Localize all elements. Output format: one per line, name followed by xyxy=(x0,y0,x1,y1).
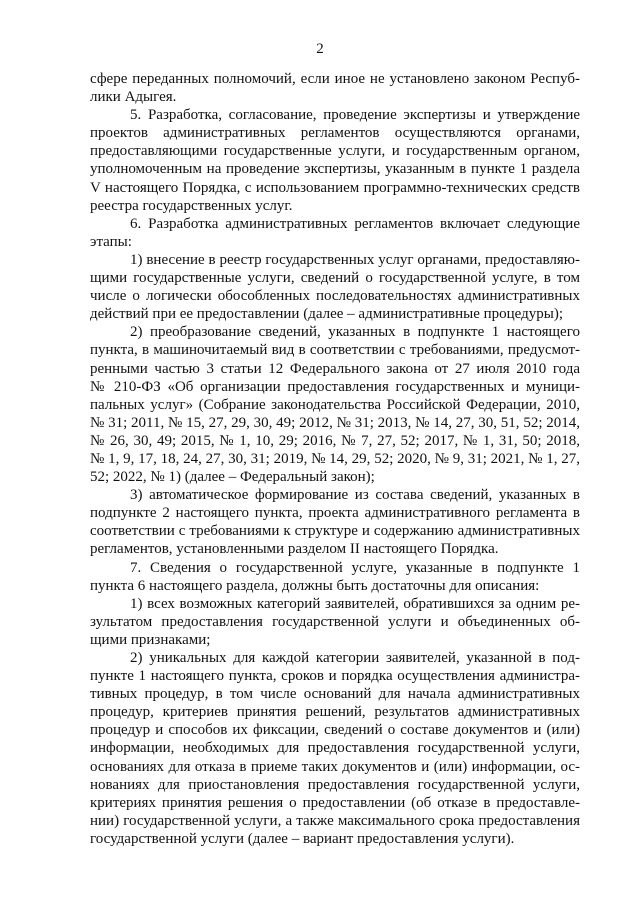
text-line: 6. Разработка административных регламентов включает следующие xyxy=(130,215,580,232)
text-line: основаниях для отказа в приеме таких документов и (или) информации, ос- xyxy=(90,758,580,775)
text-line: критериях принятия решения о предоставлении (об отказе в предоставле- xyxy=(90,794,580,811)
text-line: лики Адыгея. xyxy=(90,89,177,106)
text-line: уполномоченным на проведение экспертизы, указанным в пункте 1 раздела xyxy=(90,161,580,178)
text-line: щими государственные услуги, сведений о государственной услуге, в том xyxy=(90,270,580,287)
text-line: 1) всех возможных категорий заявителей, обратившихся за одним ре- xyxy=(130,595,580,612)
text-line: 7. Сведения о государственной услуге, указанные в подпункте 1 xyxy=(130,559,580,576)
document-body xyxy=(90,70,580,848)
text-line: зультатом предоставления государственной услуги и объединенных об- xyxy=(90,613,580,630)
text-line: сфере переданных полномочий, если иное не установлено законом Респуб- xyxy=(90,71,580,87)
text-line: проектов административных регламентов осуществляются органами, xyxy=(90,125,580,142)
text-line: пункта 6 настоящего раздела, должны быть достаточны для описания: xyxy=(90,577,540,594)
text-line: подпункте 2 настоящего пункта, проекта административного регламента в xyxy=(90,505,580,522)
text-line: соответствии с требованиями к структуре и содержанию административных xyxy=(90,523,580,540)
text-line: нованиях для приостановления предоставления государственной услуги, xyxy=(90,776,580,793)
text-line: 1) внесение в реестр государственных услуг органами, предоставляю- xyxy=(130,251,580,268)
text-line: этапы: xyxy=(90,233,132,250)
text-line: числе о логически обособленных последовательностях административных xyxy=(90,288,580,305)
text-line: регламентов, установленными разделом II настоящего Порядка. xyxy=(90,541,499,558)
text-line: 2) преобразование сведений, указанных в подпункте 1 настоящего xyxy=(130,324,580,341)
text-line: процедур, критериев принятия решений, результатов административных xyxy=(90,704,580,721)
text-line: информации, необходимых для предоставления государственной услуги, xyxy=(90,740,580,757)
text-line: № 210-ФЗ «Об организации предоставления государственных и муници- xyxy=(90,378,580,395)
text-line: 52; 2022, № 1) (далее – Федеральный закон); xyxy=(90,469,375,486)
text-line: нии) государственной услуги, а также максимального срока предоставления xyxy=(90,812,580,829)
text-line: ренными частью 3 статьи 12 Федерального закона от 27 июля 2010 года xyxy=(90,360,580,377)
text-line: тивных процедур, в том числе оснований для начала административных xyxy=(90,686,580,703)
text-line: 3) автоматическое формирование из состава сведений, указанных в xyxy=(130,487,580,504)
text-line: щими признаками; xyxy=(90,631,211,648)
text-line: № 26, 30, 49; 2015, № 1, 10, 29; 2016, № 7, 27, 52; 2017, № 1, 31, 50; 2018, xyxy=(90,432,580,449)
text-line: предоставляющими государственные услуги, и государственным органом, xyxy=(90,143,580,160)
text-line: реестра государственных услуг. xyxy=(90,197,293,214)
text-line: 2) уникальных для каждой категории заявителей, указанной в под- xyxy=(130,650,580,666)
text-line: № 31; 2011, № 15, 27, 29, 30, 49; 2012, № 31; 2013, № 14, 27, 30, 51, 52; 2014, xyxy=(90,414,580,431)
text-line: пальных услуг» (Собрание законодательства Российской Федерации, 2010, xyxy=(90,396,580,413)
text-line: № 1, 9, 17, 18, 24, 27, 30, 31; 2019, № 14, 29, 52; 2020, № 9, 31; 2021, № 1, 27, xyxy=(90,450,580,467)
page-number: 2 xyxy=(316,41,324,57)
text-line: пункта, в машиночитаемый вид в соответствии с требованиями, предусмот- xyxy=(90,342,580,359)
text-line: V настоящего Порядка, с использованием программно-технических средств xyxy=(90,179,580,196)
text-line: пункте 1 настоящего пункта, сроков и порядка осуществления администра- xyxy=(90,668,580,685)
text-line: 5. Разработка, согласование, проведение экспертизы и утверждение xyxy=(130,107,580,124)
text-line: действий при ее предоставлении (далее – административные процедуры); xyxy=(90,306,564,323)
text-line: государственной услуги (далее – вариант предоставления услуги). xyxy=(90,830,515,847)
text-line: процедур и способов их фиксации, сведений о составе документов и (или) xyxy=(90,722,580,739)
